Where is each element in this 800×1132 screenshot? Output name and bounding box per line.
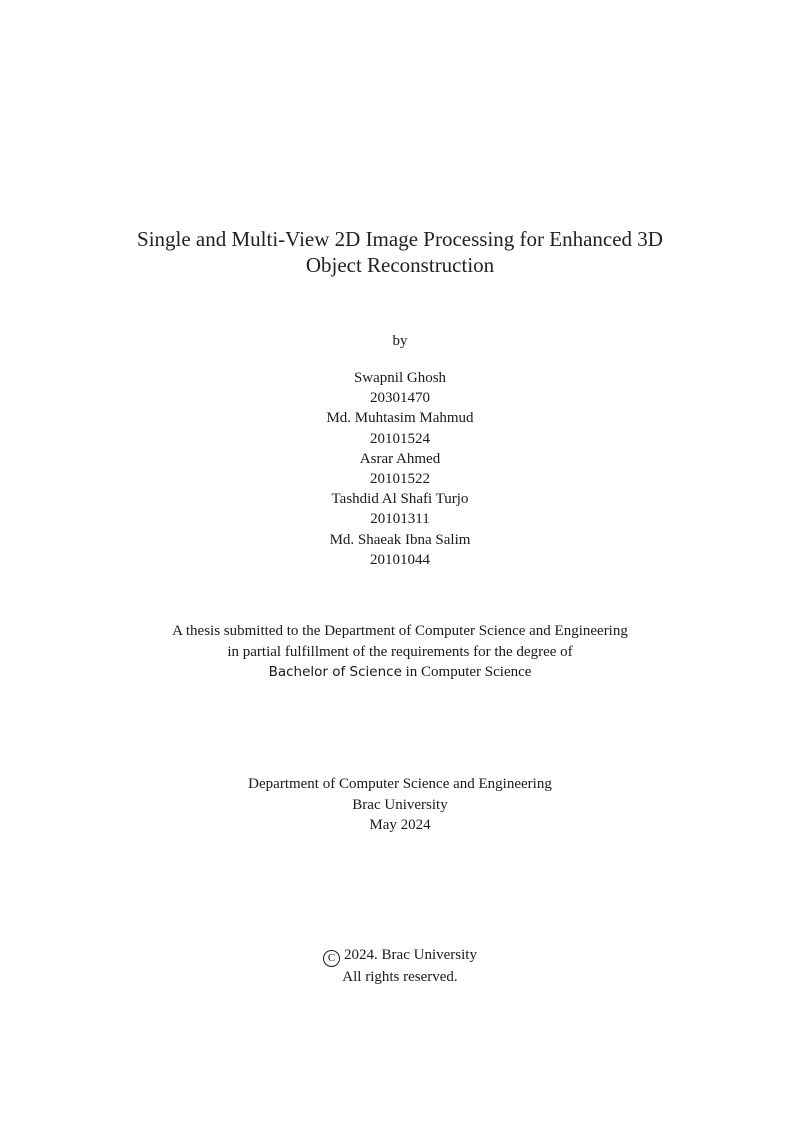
author-name: Tashdid Al Shafi Turjo xyxy=(331,491,469,508)
author-name: Md. Muhtasim Mahmud xyxy=(326,410,474,427)
author-list xyxy=(0,368,800,570)
author-name: Md. Shaeak Ibna Salim xyxy=(329,531,471,548)
submission-line-2: in partial fulfillment of the requirements for the degree of xyxy=(227,643,573,660)
thesis-title-line-2: Object Reconstruction xyxy=(305,253,495,277)
author-id: 20101044 xyxy=(370,551,430,568)
copyright-block xyxy=(0,945,800,988)
submission-date: May 2024 xyxy=(369,817,431,833)
author-id: 20101311 xyxy=(370,511,430,528)
copyright-text: 2024. Brac University xyxy=(344,947,477,963)
submission-line-3 xyxy=(0,662,800,683)
degree-name: Bachelor of Science xyxy=(268,664,402,680)
rights-reserved: All rights reserved. xyxy=(342,969,458,985)
copyright-icon: C xyxy=(323,950,340,967)
author-id: 20301470 xyxy=(370,390,430,407)
copyright-line xyxy=(0,945,800,967)
by-label: by xyxy=(392,333,408,349)
author-name: Asrar Ahmed xyxy=(359,450,441,467)
submission-statement xyxy=(0,621,800,683)
thesis-title xyxy=(0,226,800,278)
university-name: Brac University xyxy=(352,796,448,813)
degree-field: in Computer Science xyxy=(401,664,532,680)
department-name: Department of Computer Science and Engineering xyxy=(248,776,552,792)
author-name: Swapnil Ghosh xyxy=(353,370,447,386)
submission-line-1: A thesis submitted to the Department of Computer Science and Engineering xyxy=(172,623,628,639)
author-id: 20101522 xyxy=(370,471,430,488)
department-block xyxy=(0,774,800,836)
thesis-title-line-1: Single and Multi-View 2D Image Processing for Enhanced 3D xyxy=(137,227,663,251)
author-id: 20101524 xyxy=(370,430,430,447)
